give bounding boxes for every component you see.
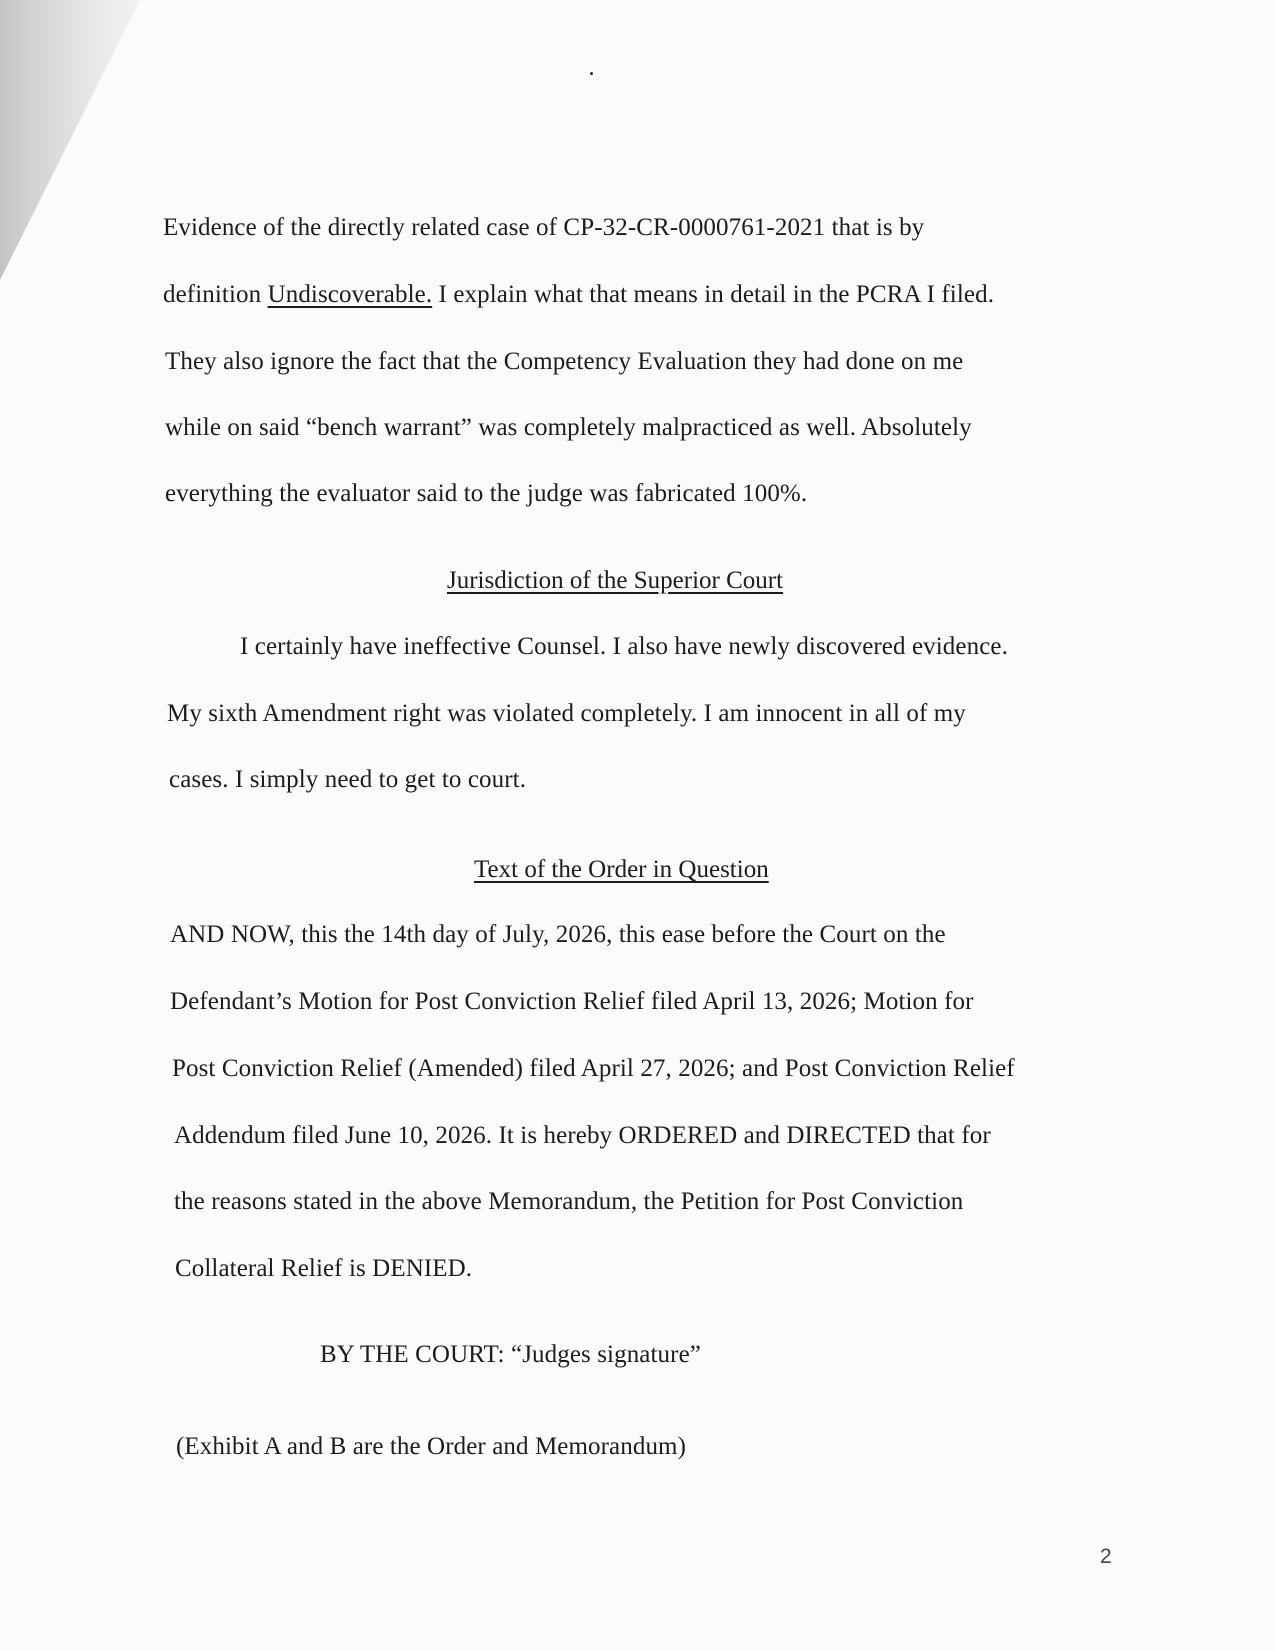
paragraph-1-line-2-prefix: definition (163, 281, 268, 308)
section-1-line-2: My sixth Amendment right was violated completely. I am innocent in all of my (167, 700, 966, 727)
paragraph-1-line-2 (163, 279, 994, 311)
order-line-1: AND NOW, this the 14th day of July, 2026, this ease before the Court on the (170, 921, 946, 948)
scan-edge-shadow (0, 0, 150, 290)
paragraph-1-line-2-suffix: I explain what that means in detail in the PCRA I filed. (432, 281, 995, 308)
order-text-heading: Text of the Order in Question (474, 856, 769, 883)
undiscoverable-underlined-term: Undiscoverable. (267, 281, 433, 308)
order-line-2: Defendant’s Motion for Post Conviction Relief filed April 13, 2026; Motion for (170, 988, 974, 1015)
paragraph-1-line-5: everything the evaluator said to the judge was fabricated 100%. (165, 480, 808, 507)
paragraph-1-line-4: while on said “bench warrant” was completely malpracticed as well. Absolutely (165, 414, 972, 441)
order-line-6: Collateral Relief is DENIED. (175, 1255, 473, 1282)
jurisdiction-heading: Jurisdiction of the Superior Court (447, 567, 784, 594)
order-line-3: Post Conviction Relief (Amended) filed April 27, 2026; and Post Conviction Relief (172, 1055, 1015, 1082)
paragraph-1-line-3: They also ignore the fact that the Competency Evaluation they had done on me (165, 348, 964, 375)
section-1-line-1: I certainly have ineffective Counsel. I also have newly discovered evidence. (240, 633, 1008, 660)
order-line-4: Addendum filed June 10, 2026. It is hereby ORDERED and DIRECTED that for (174, 1122, 991, 1149)
scan-speck (590, 72, 593, 75)
order-line-5: the reasons stated in the above Memorandum, the Petition for Post Conviction (174, 1188, 964, 1215)
court-signature-line: BY THE COURT: “Judges signature” (320, 1341, 701, 1368)
section-1-line-3: cases. I simply need to get to court. (169, 766, 527, 793)
paragraph-1-line-1: Evidence of the directly related case of CP-32-CR-0000761-2021 that is by (163, 214, 925, 241)
page-number: 2 (1100, 1545, 1112, 1568)
exhibit-note: (Exhibit A and B are the Order and Memorandum) (176, 1433, 687, 1460)
